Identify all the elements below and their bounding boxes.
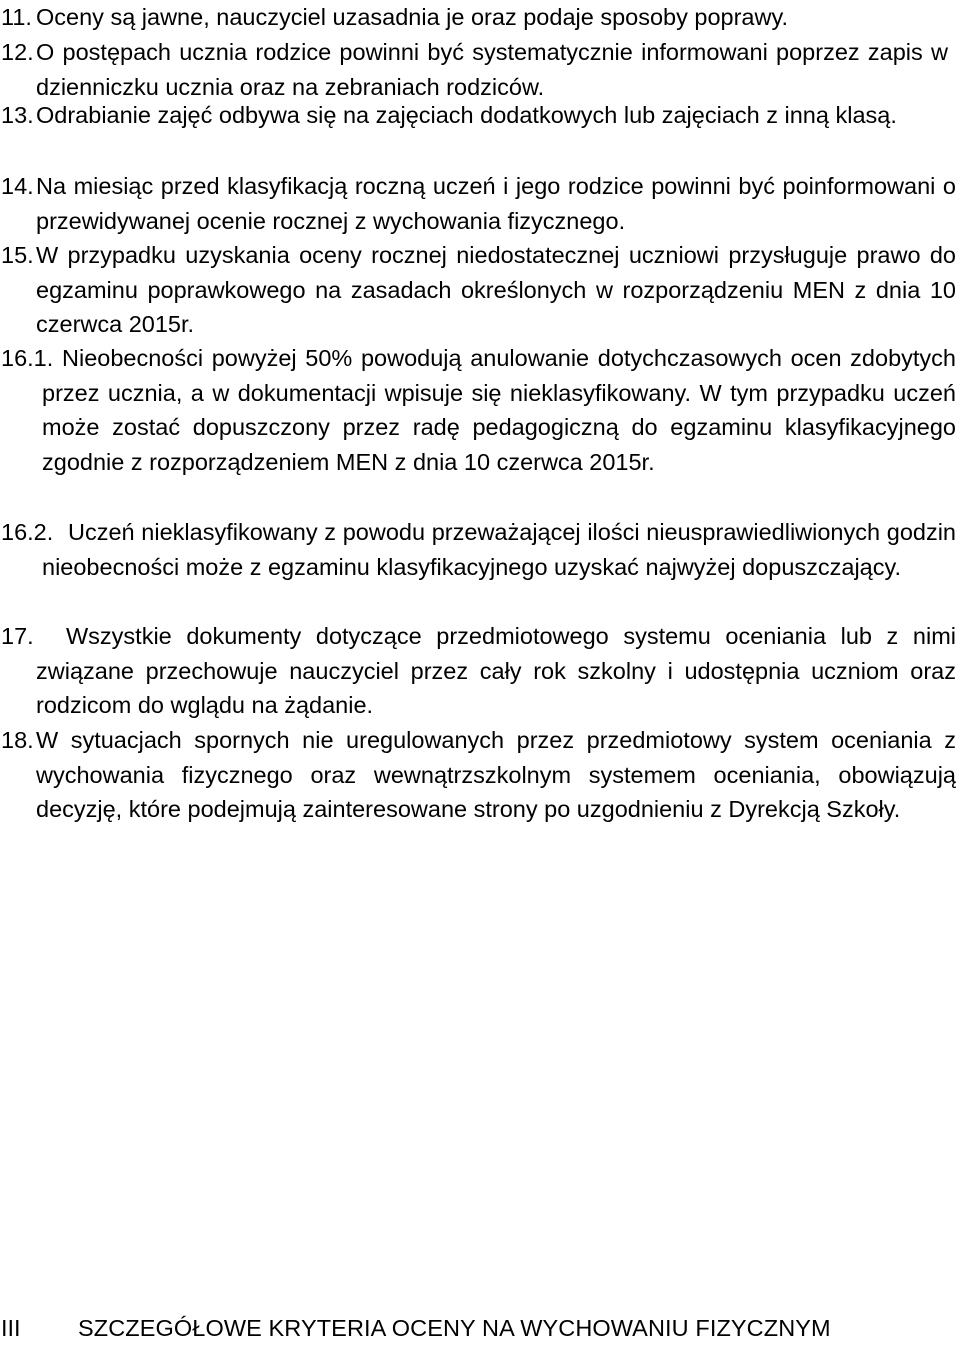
item-text: Nieobecności powyżej 50% powodują anulowanie dotychczasowych ocen zdobytych przez ucznia, a w dokumentacji wpisuje się nieklasyfikowany. W tym przypadku uczeń może zostać dopuszczony przez radę pedagogiczną do egzaminu klasyfikacyjnego zgodnie z rozporządzeniem MEN z dnia 10 czerwca 2015r. — [42, 345, 956, 475]
item-text: Oceny są jawne, nauczyciel uzasadnia je oraz podaje sposoby poprawy. — [36, 4, 788, 30]
item-number: 13. — [1, 102, 34, 128]
item-text: Odrabianie zajęć odbywa się na zajęciach dodatkowych lub zajęciach z inną klasą. — [36, 102, 897, 128]
item-text: Uczeń nieklasyfikowany z powodu przeważającej ilości nieusprawiedliwionych godzin nieobecności może z egzaminu klasyfikacyjnego uzyskać najwyżej dopuszczający. — [42, 519, 956, 580]
item-number: 17. — [1, 623, 34, 649]
section-heading — [0, 1311, 960, 1341]
item-number: 14. — [1, 173, 34, 199]
item-text: O postępach ucznia rodzice powinni być systematycznie informowani poprzez zapis w dzienniczku ucznia oraz na zebraniach rodziców. — [36, 39, 948, 100]
item-number: 16.2. — [1, 519, 54, 545]
item-text: Na miesiąc przed klasyfikacją roczną uczeń i jego rodzice powinni być poinformowani o przewidywanej ocenie rocznej z wychowania fizycznego. — [36, 173, 956, 234]
item-number: 15. — [1, 242, 34, 268]
item-text: W sytuacjach spornych nie uregulowanych przez przedmiotowy system oceniania z wychowania fizycznego oraz wewnątrzszkolnym systemem oceniania, obowiązują decyzję, które podejmują zainteresowane strony po uzgodnieniu z Dyrekcją Szkoły. — [36, 727, 956, 823]
item-number: 12. — [1, 39, 34, 65]
item-number: 18. — [1, 727, 34, 753]
section-number: III — [1, 1315, 21, 1341]
section-title: SZCZEGÓŁOWE KRYTERIA OCENY NA WYCHOWANIU FIZYCZNYM — [78, 1315, 831, 1341]
item-number: 16.1. — [1, 345, 54, 371]
item-number: 11. — [1, 4, 32, 30]
item-text: Wszystkie dokumenty dotyczące przedmiotowego systemu oceniania lub z nimi związane przechowuje nauczyciel przez cały rok szkolny i udostępnia uczniom oraz rodzicom do wglądu na żądanie. — [36, 623, 956, 719]
item-text: W przypadku uzyskania oceny rocznej niedostatecznej uczniowi przysługuje prawo do egzaminu poprawkowego na zasadach określonych w rozporządzeniu MEN z dnia 10 czerwca 2015r. — [36, 242, 956, 338]
